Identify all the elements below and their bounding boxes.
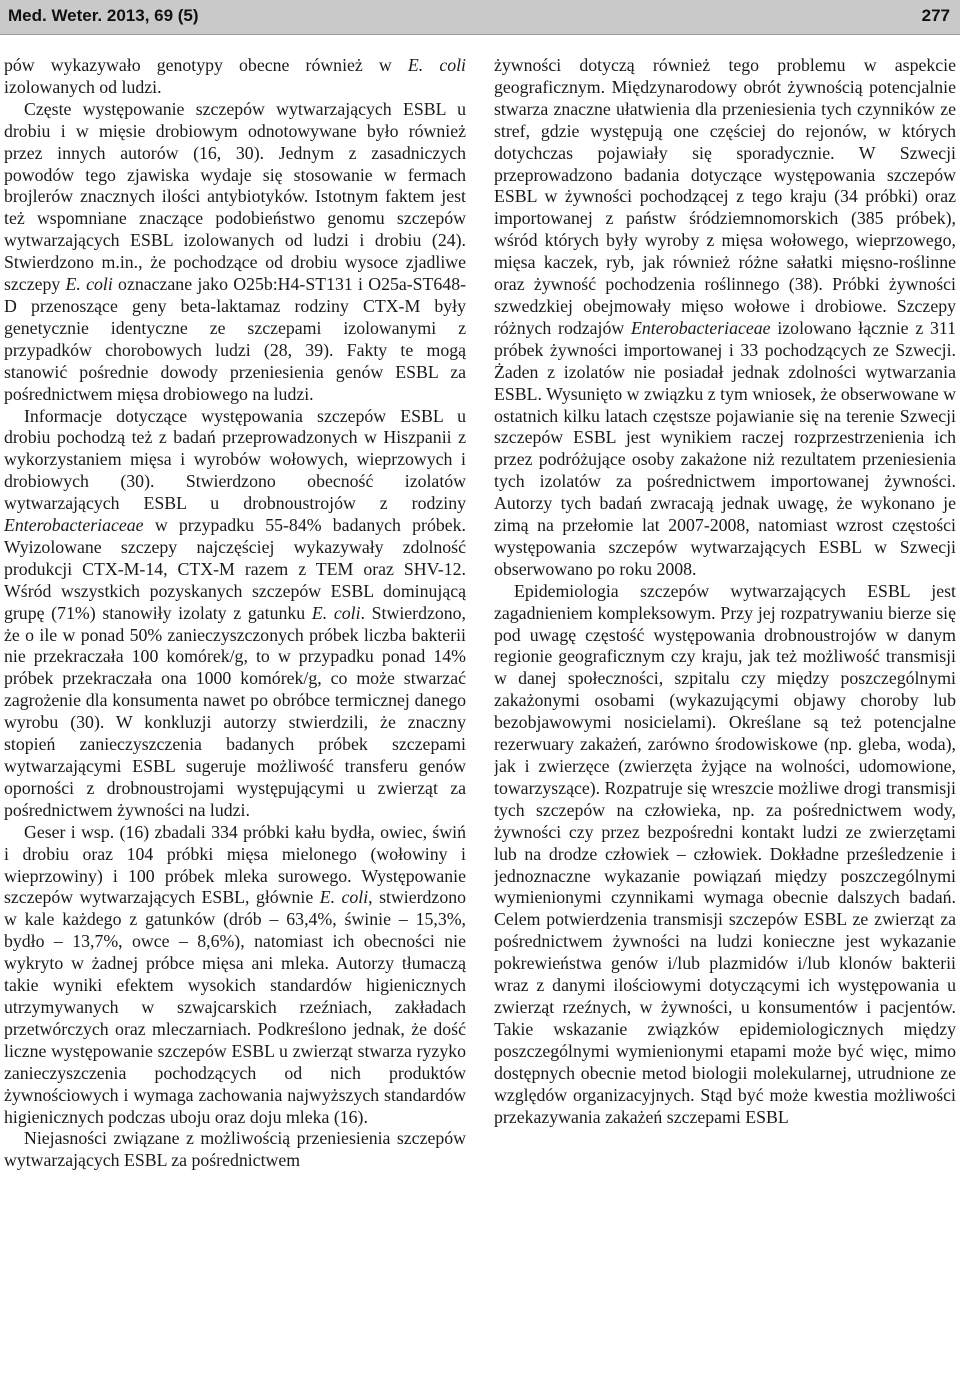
species-name: E. coli <box>319 887 369 908</box>
text-run: izolowanych od ludzi. <box>4 76 162 97</box>
journal-citation: Med. Weter. 2013, 69 (5) <box>8 6 199 25</box>
text-run: Epidemiologia szczepów wytwarzających ESBL jest zagadnieniem kompleksowym. Przy jej rozpatrywaniu bierze się pod uwagę częstość występowania drobnoustrojów w danym regionie geograficznym czy kraju, jak też możliwość transmisji w danej społeczności, szpitalu czy między poszczególnymi zakażonymi osobami (wykazującymi objawy choroby lub bezobjawowymi nosicielami). Określane są też potencjalne rezerwuary zakażeń, zarówno środowiskowe (np. gleba, woda), jak i zwierzęce (zwierzęta żyjące na wolności, udomowione, towarzyszące). Rozpatruje się wreszcie możliwe drogi transmisji tych szczepów na człowieka, np. za pośrednictwem wody, żywności czy przez bezpośredni kontakt ludzi ze zwierzętami lub na drodze człowiek – człowiek. Dokładne prześledzenie i jednoznaczne wykazanie powiązań między poszczególnymi wymienionymi czynnikami wymaga obecnie dalszych badań. Celem potwierdzenia transmisji szczepów ESBL ze zwierząt za pośrednictwem żywności na ludzi konieczne jest wykazanie pokrewieństwa genów i/lub plazmidów i/lub klonów bakterii wraz z danymi ilościowymi dotyczącymi ich występowania u zwierząt rzeźnych, w żywności, u konsumentów i pacjentów. Takie wskazanie związków epidemiologicznych między poszczególnymi wymienionymi etapami może być więc, mimo dostępnych obecnie metod biologii molekularnej, utrudnione ze względów organizacyjnych. Stąd być może kwestia możliwości przekazywania zakażeń szczepami ESBL <box>494 580 956 1127</box>
paragraph <box>4 55 466 99</box>
paragraph <box>4 822 466 1129</box>
text-run: Częste występowanie szczepów wytwarzających ESBL u drobiu i w mięsie drobiowym odnotowywane było również przez innych autorów (16, 30). Jednym z zasadniczych powodów tego zjawiska wydaje się stosowanie w fermach brojlerów znacznych ilości antybiotyków. Istotnym faktem jest też wspomniane znaczące podobieństwo genomu szczepów wytwarzających ESBL izolowanych od ludzi i drobiu (24). Stwierdzono m.in., że pochodzące od drobiu wysoce zjadliwe szczepy <box>4 98 466 295</box>
taxon-name: Enterobacteriaceae <box>4 515 144 536</box>
text-run: oznaczane jako O25b:H4-ST131 i O25a-ST648-D przenoszące geny beta-laktamaz rodziny CTX-M były genetycznie identyczne ze szczepami izolowanymi z przypadków chorobowych ludzi (28, 39). Fakty te mogą stanowić pośrednie dowody przeniesienia genów ESBL za pośrednictwem mięsa drobiowego na ludzi. <box>4 274 466 404</box>
page-number: 277 <box>921 6 950 25</box>
paragraph <box>494 55 956 581</box>
text-run: żywności dotyczą również tego problemu w aspekcie geograficznym. Międzynarodowy obrót żywnością potencjalnie stwarza znaczne ułatwienia dla przeniesienia tych czynników ze stref, gdzie występują one częściej do rejonów, w których dotychczas pojawiały się sporadycznie. W Szwecji przeprowadzono badania dotyczące występowania szczepów ESBL w żywności pochodzącej z tego kraju (34 próbki) oraz importowanej z państw śródziemnomorskich (385 próbek), wśród których były wyroby z mięsa wołowego, wieprzowego, mięsa kaczek, ryb, jak również różne sałatki mięsno-roślinne oraz żywność pochodzenia roślinnego (38). Próbki żywności szwedzkiej obejmowały mięso wołowe i drobiowe. Szczepy różnych rodzajów <box>494 55 956 338</box>
paragraph <box>494 581 956 1129</box>
text-run: pów wykazywało genotypy obecne również w <box>4 55 408 75</box>
paragraph <box>4 1128 466 1172</box>
taxon-name: Enterobacteriaceae <box>631 317 771 338</box>
paragraph <box>4 406 466 822</box>
text-run: , stwierdzono w kale każdego z gatunków (drób – 63,4%, świnie – 15,3%, bydło – 13,7%, owce – 8,6%), natomiast ich obecności nie wykryto w żadnej próbce mięsa ani mleka. Autorzy tłumaczą takie wyniki efektem wysokich standardów higienicznych utrzymywanych w szwajcarskich rzeźniach, zakładach przetwórczych oraz mleczarniach. Podkreślono jednak, że dość liczne występowanie szczepów ESBL u zwierząt stwarza ryzyko zanieczyszczenia pochodzących od nich produktów żywnościowych i wymaga zachowania najwyższych standardów higienicznych podczas uboju oraz doju mleka (16). <box>4 887 466 1127</box>
species-name: E. coli <box>311 602 361 623</box>
species-name: E. coli <box>65 274 113 295</box>
running-header <box>0 0 960 35</box>
text-run: Informacje dotyczące występowania szczepów ESBL u drobiu pochodzą też z badań przeprowadzonych w Hiszpanii z wykorzystaniem mięsa i wyrobów wołowych, wieprzowych i drobiowych (30). Stwierdzono obecność izolatów wytwarzających ESBL u drobnoustrojów z rodziny <box>4 405 466 514</box>
text-run: Geser i wsp. (16) zbadali 334 próbki kału bydła, owiec, świń i drobiu oraz 104 próbki mięsa mielonego (wołowiny i wieprzowiny) i 100 próbek mleka surowego. Występowanie szczepów wytwarzających ESBL, głównie <box>4 821 466 908</box>
species-name: E. coli <box>407 55 466 75</box>
left-column <box>4 55 466 1380</box>
text-run: izolowano łącznie z 311 próbek żywności importowanej i 33 pochodzących ze Szwecji. Żaden z izolatów nie posiadał jednak zdolności wytwarzania ESBL. Wysunięto w związku z tym wniosek, że obserwowane w ostatnich kilku latach częstsze pojawianie się na terenie Szwecji szczepów ESBL jest wynikiem raczej rozprzestrzenienia ich przez podróżujące osoby zakażone niż rezultatem przeniesienia tych izolatów za pośrednictwem importowanej żywności. Autorzy tych badań zwracają jednak uwagę, że wykonano je zimą na przełomie lat 2007-2008, natomiast wzrost częstości występowania szczepów wytwarzających ESBL w Szwecji obserwowano po roku 2008. <box>494 317 956 579</box>
right-column <box>494 55 956 1380</box>
text-run: w przypadku 55-84% badanych próbek. Wyizolowane szczepy najczęściej wykazywały zdolność produkcji CTX-M-14, CTX-M razem z TEM oraz SHV-12. Wśród wszystkich pozyskanych szczepów ESBL dominującą grupę (71%) stanowiły izolaty z gatunku <box>4 515 466 623</box>
paragraph <box>4 99 466 406</box>
text-run: . Stwierdzono, że o ile w ponad 50% zanieczyszczonych próbek liczba bakterii nie przekraczała 100 komórek/g, to w przypadku ponad 14% próbek przekraczała ona 1000 komórek/g, co może stwarzać zagrożenie dla konsumenta nawet po obróbce termicznej danego wyrobu (30). W konkluzji autorzy stwierdzili, że znaczny stopień zanieczyszczenia badanych próbek szczepami wytwarzającymi ESBL sugeruje możliwość transferu genów oporności z drobnoustrojami występującymi u zwierząt za pośrednictwem żywności na ludzi. <box>4 602 466 820</box>
text-run: Niejasności związane z możliwością przeniesienia szczepów wytwarzających ESBL za pośrednictwem <box>4 1128 466 1171</box>
